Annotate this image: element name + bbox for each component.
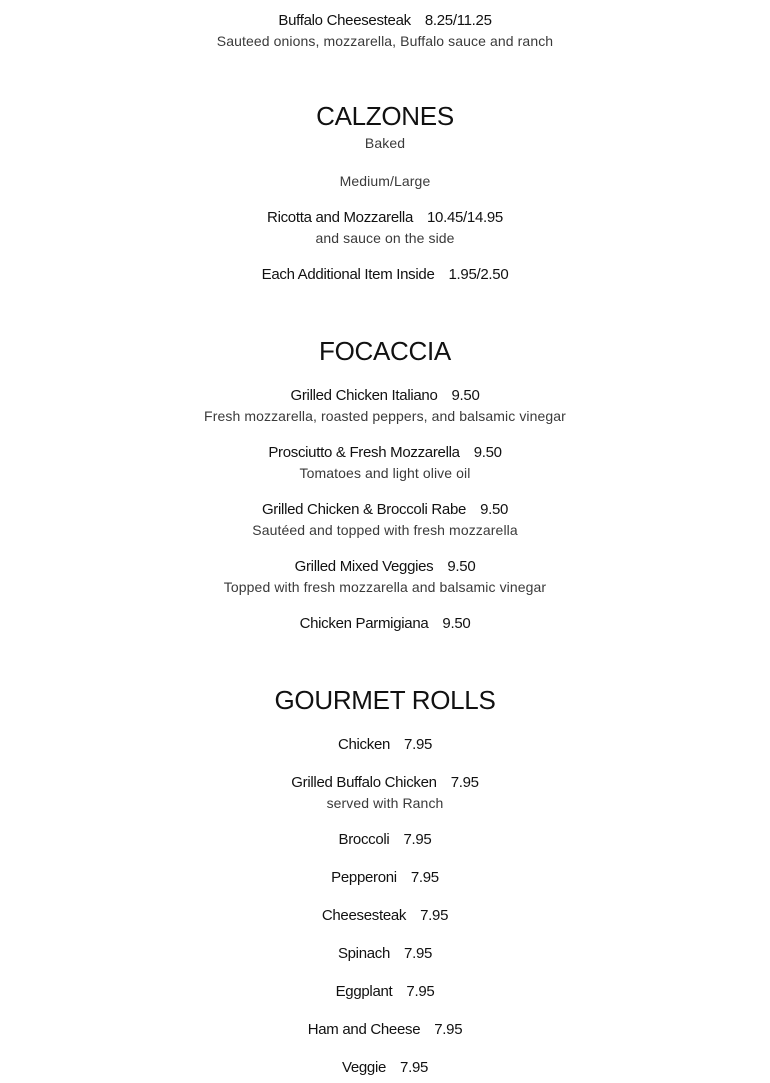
item-description: and sauce on the side	[315, 230, 455, 246]
menu-item-chicken-broccoli-rabe	[0, 500, 770, 520]
item-price: 7.95	[450, 774, 479, 791]
item-description: Fresh mozzarella, roasted peppers, and balsamic vinegar	[204, 408, 566, 424]
menu-item-chicken-parmigiana	[0, 614, 770, 634]
item-name: Grilled Chicken Italiano	[290, 387, 438, 404]
item-description: Sauteed onions, mozzarella, Buffalo sauce and ranch	[216, 33, 554, 49]
item-price: 9.50	[473, 444, 502, 461]
section-subtitle: Baked	[364, 135, 406, 151]
size-label: Medium/Large	[339, 173, 431, 189]
menu-item-grilled-chicken-italiano	[0, 386, 770, 406]
item-name: Chicken	[337, 736, 391, 753]
item-name: Buffalo Cheesesteak	[278, 12, 411, 29]
item-name: Grilled Chicken & Broccoli Rabe	[261, 501, 467, 518]
item-name: Cheesesteak	[321, 907, 407, 924]
item-description: Sautéed and topped with fresh mozzarella	[252, 522, 518, 538]
item-price: 9.50	[442, 615, 471, 632]
menu-item-cheesesteak-roll	[0, 906, 770, 926]
item-price: 7.95	[410, 869, 439, 886]
item-price: 7.95	[406, 983, 435, 1000]
menu-item-grilled-buffalo-chicken-roll	[0, 773, 770, 793]
menu-item-buffalo-cheesesteak	[0, 11, 770, 31]
item-price: 7.95	[403, 831, 432, 848]
item-name: Spinach	[337, 945, 391, 962]
item-price: 1.95/2.50	[448, 266, 509, 283]
menu-item-spinach-roll	[0, 944, 770, 964]
item-name: Prosciutto & Fresh Mozzarella	[268, 444, 460, 461]
item-name: Grilled Buffalo Chicken	[291, 774, 437, 791]
item-price: 10.45/14.95	[427, 209, 503, 226]
item-name: Grilled Mixed Veggies	[294, 558, 434, 575]
menu-item-ham-and-cheese-roll	[0, 1020, 770, 1040]
item-price: 7.95	[400, 1059, 429, 1076]
item-description: Tomatoes and light olive oil	[299, 465, 471, 481]
menu-item-eggplant-roll	[0, 982, 770, 1002]
menu-item-broccoli-roll	[0, 830, 770, 850]
item-description: served with Ranch	[326, 795, 444, 811]
item-name: Each Additional Item Inside	[261, 266, 435, 283]
section-heading-focaccia: FOCACCIA	[319, 336, 451, 366]
item-price: 7.95	[404, 945, 433, 962]
section-heading-calzones: CALZONES	[316, 101, 454, 131]
item-price: 7.95	[404, 736, 433, 753]
item-price: 9.50	[480, 501, 509, 518]
menu-item-grilled-mixed-veggies	[0, 557, 770, 577]
menu-item-ricotta-mozzarella	[0, 208, 770, 228]
menu-item-additional-item	[0, 265, 770, 285]
item-name: Chicken Parmigiana	[299, 615, 429, 632]
item-name: Broccoli	[338, 831, 390, 848]
item-name: Ham and Cheese	[307, 1021, 421, 1038]
item-price: 9.50	[451, 387, 480, 404]
menu-item-veggie-roll	[0, 1058, 770, 1078]
item-price: 8.25/11.25	[424, 12, 492, 29]
item-name: Ricotta and Mozzarella	[267, 209, 414, 226]
menu-item-chicken-roll	[0, 735, 770, 755]
item-price: 7.95	[434, 1021, 463, 1038]
menu-item-pepperoni-roll	[0, 868, 770, 888]
item-name: Eggplant	[335, 983, 393, 1000]
menu-item-prosciutto-mozzarella	[0, 443, 770, 463]
item-price: 7.95	[420, 907, 449, 924]
item-description: Topped with fresh mozzarella and balsamic vinegar	[223, 579, 547, 595]
item-name: Veggie	[341, 1059, 387, 1076]
section-heading-gourmet-rolls: GOURMET ROLLS	[274, 685, 496, 715]
item-name: Pepperoni	[331, 869, 397, 886]
item-price: 9.50	[447, 558, 476, 575]
